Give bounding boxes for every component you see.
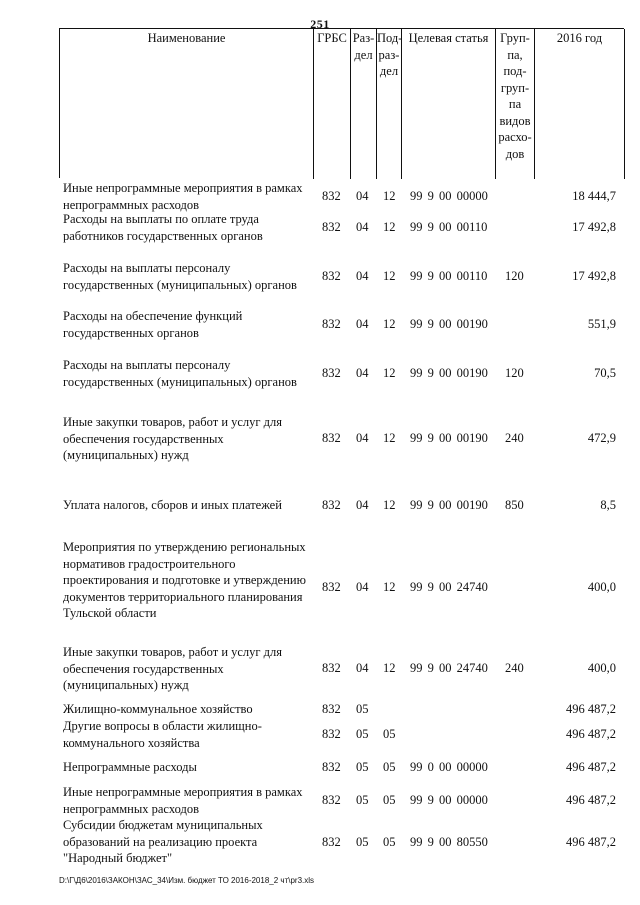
- row-celevaya: 99 9 00 00190: [410, 498, 488, 512]
- row-razdel: 05: [356, 760, 369, 774]
- row-razdel: 04: [356, 220, 369, 234]
- row-celevaya: 99 9 00 00190: [410, 431, 488, 445]
- row-celevaya: 99 9 00 00110: [410, 220, 488, 234]
- page-number: 251: [310, 17, 330, 31]
- row-podrazdel: 12: [383, 580, 396, 594]
- row-razdel: 04: [356, 189, 369, 203]
- row-name: Расходы на выплаты персоналу государственных (муниципальных) органов: [63, 358, 297, 389]
- row-grbs: 832: [322, 580, 341, 594]
- row-gruppa: 240: [505, 661, 524, 675]
- row-name: Иные непрограммные мероприятия в рамках непрограммных расходов: [63, 181, 303, 212]
- row-grbs: 832: [322, 760, 341, 774]
- row-grbs: 832: [322, 317, 341, 331]
- header-year: 2016 год: [535, 29, 625, 179]
- row-grbs: 832: [322, 661, 341, 675]
- row-podrazdel: 12: [383, 498, 396, 512]
- row-grbs: 832: [322, 189, 341, 203]
- row-podrazdel: 05: [383, 835, 396, 849]
- row-name: Непрограммные расходы: [63, 760, 197, 774]
- row-name: Иные непрограммные мероприятия в рамках непрограммных расходов: [63, 785, 303, 816]
- header-grbs: ГРБС: [314, 29, 351, 179]
- header-razdel: Раз- дел: [351, 29, 377, 179]
- row-razdel: 05: [356, 793, 369, 807]
- row-value: 496 487,2: [566, 835, 616, 849]
- row-value: 17 492,8: [572, 220, 616, 234]
- header-celevaya: Целевая статья: [402, 29, 496, 179]
- row-value: 70,5: [594, 366, 616, 380]
- row-name: Иные закупки товаров, работ и услуг для обеспечения государственных (муниципальных) нужд: [63, 415, 283, 462]
- row-grbs: 832: [322, 727, 341, 741]
- header-name: Наименование: [60, 29, 314, 179]
- row-gruppa: 120: [505, 366, 524, 380]
- row-celevaya: 99 9 00 00000: [410, 793, 488, 807]
- row-name: Расходы на выплаты персоналу государственных (муниципальных) органов: [63, 261, 297, 292]
- row-podrazdel: 05: [383, 727, 396, 741]
- row-celevaya: 99 9 00 00190: [410, 366, 488, 380]
- row-celevaya: 99 9 00 24740: [410, 661, 488, 675]
- row-name: Мероприятия по утверждению региональных нормативов градостроительного проектирования и подготовке и утверждению документов территориального планирования Тульской области: [63, 540, 306, 620]
- row-razdel: 04: [356, 431, 369, 445]
- row-celevaya: 99 9 00 80550: [410, 835, 488, 849]
- row-celevaya: 99 0 00 00000: [410, 760, 488, 774]
- row-name: Жилищно-коммунальное хозяйство: [63, 702, 253, 716]
- row-celevaya: 99 9 00 00000: [410, 189, 488, 203]
- row-razdel: 04: [356, 661, 369, 675]
- row-razdel: 04: [356, 498, 369, 512]
- row-value: 400,0: [587, 580, 616, 594]
- row-name: Расходы на обеспечение функций государственных органов: [63, 309, 243, 340]
- row-razdel: 04: [356, 269, 369, 283]
- row-grbs: 832: [322, 793, 341, 807]
- row-razdel: 04: [356, 580, 369, 594]
- row-razdel: 05: [356, 835, 369, 849]
- row-value: 472,9: [587, 431, 616, 445]
- row-razdel: 04: [356, 317, 369, 331]
- header-podrazdel: Под- раз- дел: [377, 29, 402, 179]
- row-grbs: 832: [322, 835, 341, 849]
- row-celevaya: 99 9 00 00190: [410, 317, 488, 331]
- row-podrazdel: 12: [383, 220, 396, 234]
- row-value: 551,9: [587, 317, 616, 331]
- row-podrazdel: 05: [383, 793, 396, 807]
- row-value: 496 487,2: [566, 727, 616, 741]
- row-gruppa: 850: [505, 498, 524, 512]
- row-name: Уплата налогов, сборов и иных платежей: [63, 498, 282, 512]
- row-podrazdel: 12: [383, 661, 396, 675]
- row-grbs: 832: [322, 431, 341, 445]
- row-name: Субсидии бюджетам муниципальных образований на реализацию проекта "Народный бюджет": [63, 818, 263, 865]
- row-podrazdel: 12: [383, 366, 396, 380]
- row-value: 496 487,2: [566, 760, 616, 774]
- row-gruppa: 240: [505, 431, 524, 445]
- row-gruppa: 120: [505, 269, 524, 283]
- table-header: [59, 28, 624, 178]
- row-celevaya: 99 9 00 24740: [410, 580, 488, 594]
- row-podrazdel: 05: [383, 760, 396, 774]
- row-name: Расходы на выплаты по оплате труда работников государственных органов: [63, 212, 263, 243]
- row-podrazdel: 12: [383, 431, 396, 445]
- row-grbs: 832: [322, 269, 341, 283]
- row-value: 496 487,2: [566, 702, 616, 716]
- row-grbs: 832: [322, 220, 341, 234]
- row-value: 400,0: [587, 661, 616, 675]
- row-value: 18 444,7: [572, 189, 616, 203]
- row-podrazdel: 12: [383, 269, 396, 283]
- row-value: 496 487,2: [566, 793, 616, 807]
- row-name: Другие вопросы в области жилищно-коммунального хозяйства: [63, 719, 262, 750]
- header-gruppa: Груп- па, под- груп- па видов расхо- дов: [496, 29, 535, 179]
- row-podrazdel: 12: [383, 189, 396, 203]
- row-name: Иные закупки товаров, работ и услуг для обеспечения государственных (муниципальных) нужд: [63, 645, 283, 692]
- row-podrazdel: 12: [383, 317, 396, 331]
- row-grbs: 832: [322, 366, 341, 380]
- row-razdel: 04: [356, 366, 369, 380]
- row-razdel: 05: [356, 727, 369, 741]
- row-celevaya: 99 9 00 00110: [410, 269, 488, 283]
- row-value: 8,5: [600, 498, 616, 512]
- row-grbs: 832: [322, 702, 341, 716]
- row-razdel: 05: [356, 702, 369, 716]
- footer-file-path: D:\Г\Д6\2016\ЗАКОН\ЗАС_34\Изм. бюджет ТО 2016-2018_2 чт\pr3.xls: [59, 876, 315, 885]
- row-value: 17 492,8: [572, 269, 616, 283]
- row-grbs: 832: [322, 498, 341, 512]
